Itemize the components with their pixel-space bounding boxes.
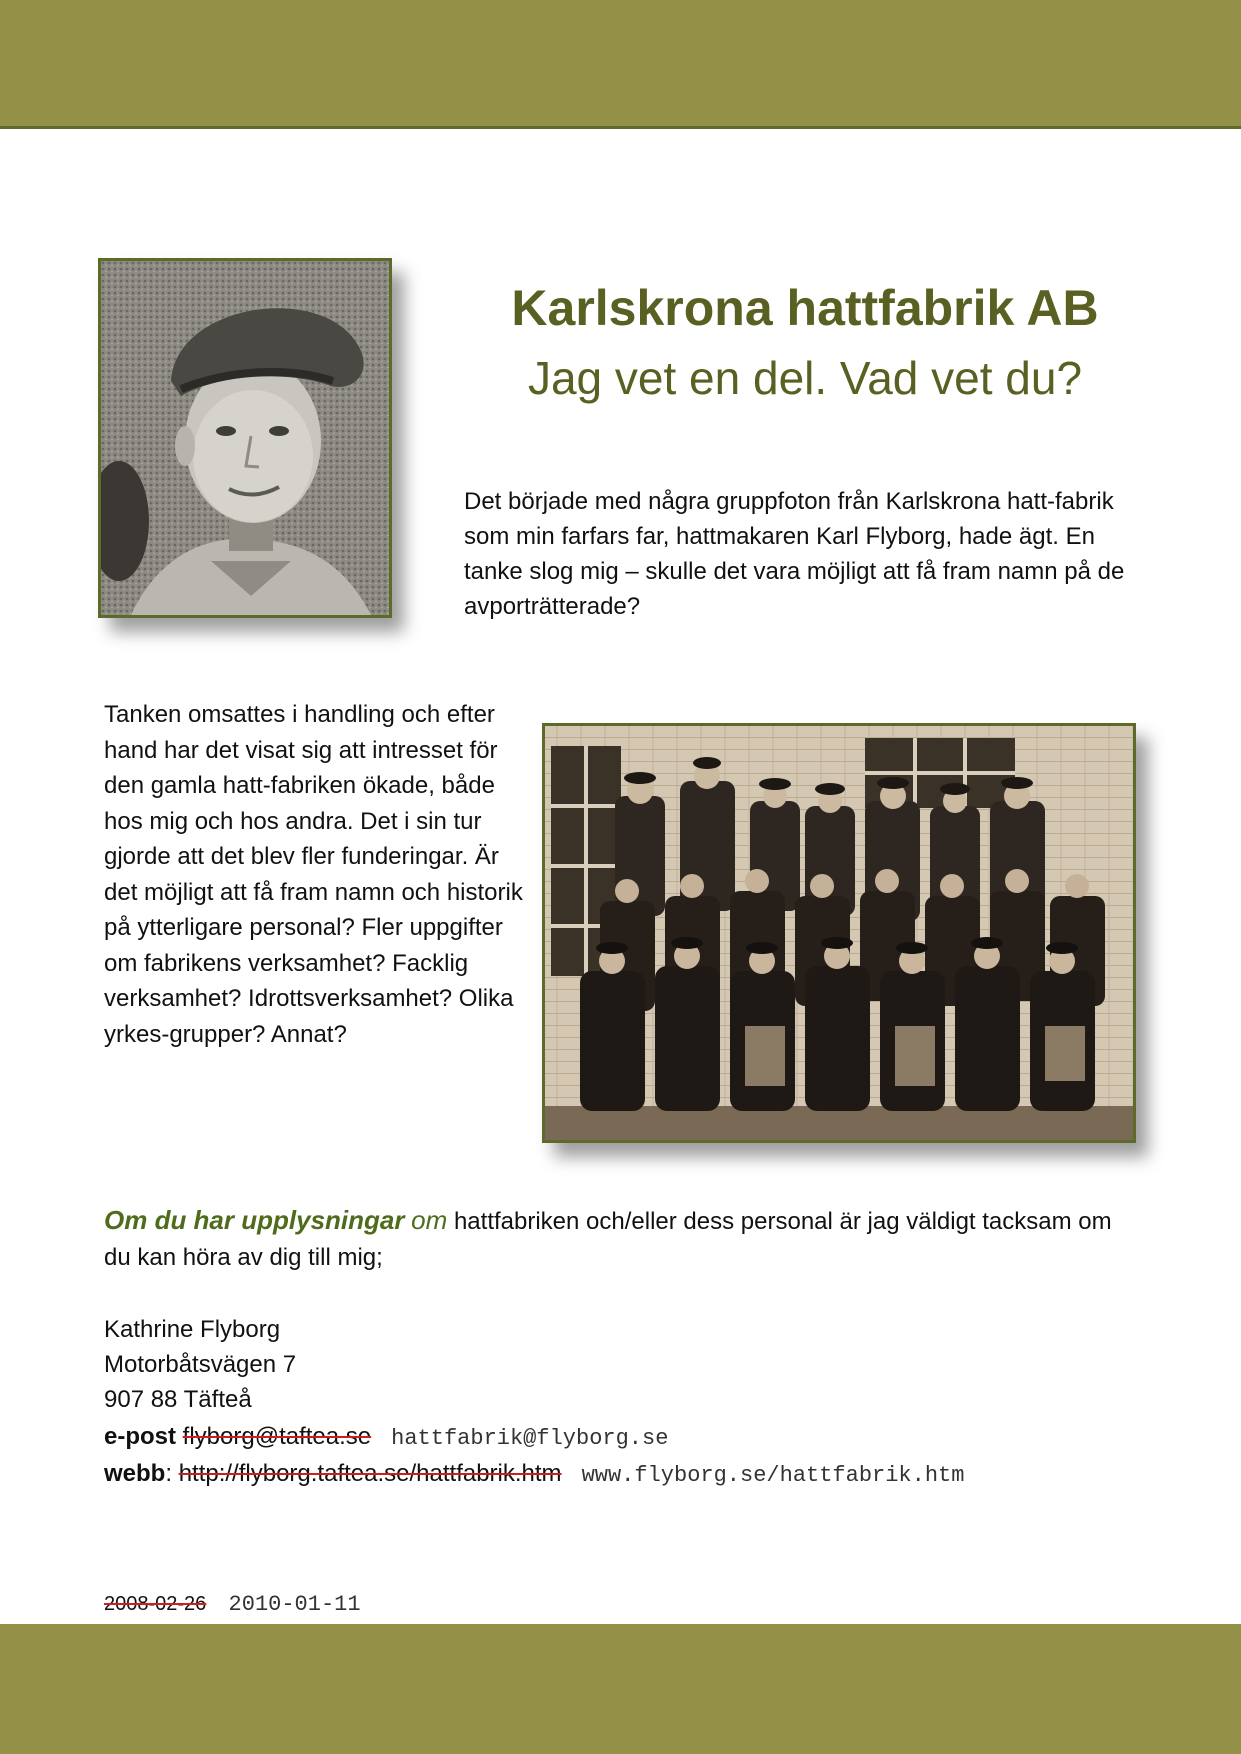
web-label: webb: [104, 1460, 166, 1487]
email-new[interactable]: hattfabrik@flyborg.se: [391, 1426, 669, 1451]
top-band: [0, 0, 1241, 129]
group-image: [545, 726, 1133, 1140]
email-label: e-post: [104, 1423, 176, 1450]
date-old: 2008-02-26: [104, 1593, 207, 1615]
page-subtitle: Jag vet en del. Vad vet du?: [527, 352, 1083, 404]
body-paragraph: Tanken omsattes i handling och efter hand har det visat sig att intresset för den gamla hatt-fabriken ökade, både hos mig och hos andra. Det i sin tur gjorde att det blev fler funderingar. Är det möjligt att få fram namn och historik på ytterligare personal? Fler uppgifter om fabrikens verksamhet? Facklig verksamhet? Idrottsverksamhet? Olika yrkes-grupper? Annat?: [104, 701, 523, 1048]
email-row: [104, 1421, 1004, 1455]
contact-name: Kathrine Flyborg: [104, 1316, 281, 1343]
page-title: Karlskrona hattfabrik AB: [511, 280, 1099, 336]
group-photo: [542, 723, 1136, 1143]
date-row: [104, 1592, 361, 1617]
request-lead: Om du har upplysningar: [104, 1205, 405, 1235]
web-new[interactable]: www.flyborg.se/hattfabrik.htm: [581, 1463, 965, 1488]
request-paragraph: [104, 1202, 1144, 1276]
request-lead-italic: om: [411, 1205, 448, 1235]
intro-paragraph: Det började med några gruppfoton från Karlskrona hatt-fabrik som min farfars far, hattmakaren Karl Flyborg, hade ägt. En tanke slog mig – skulle det vara möjligt att få fram namn på de avporträtterade?: [464, 488, 1125, 620]
date-new: 2010-01-11: [228, 1592, 361, 1617]
portrait-photo: [98, 258, 392, 618]
web-old[interactable]: http://flyborg.taftea.se/hattfabrik.htm: [178, 1460, 562, 1487]
request-text: hattfabriken och/eller dess personal är jag väldigt tacksam om du kan höra av dig till mig;: [104, 1208, 1112, 1271]
contact-street: Motorbåtsvägen 7: [104, 1351, 297, 1378]
contact-postal: 907 88 Täfteå: [104, 1386, 252, 1413]
email-old[interactable]: flyborg@taftea.se: [182, 1423, 372, 1450]
web-row: [104, 1458, 1004, 1492]
portrait-image: [101, 261, 389, 615]
web-separator: :: [165, 1460, 173, 1487]
bottom-band: [0, 1624, 1241, 1754]
